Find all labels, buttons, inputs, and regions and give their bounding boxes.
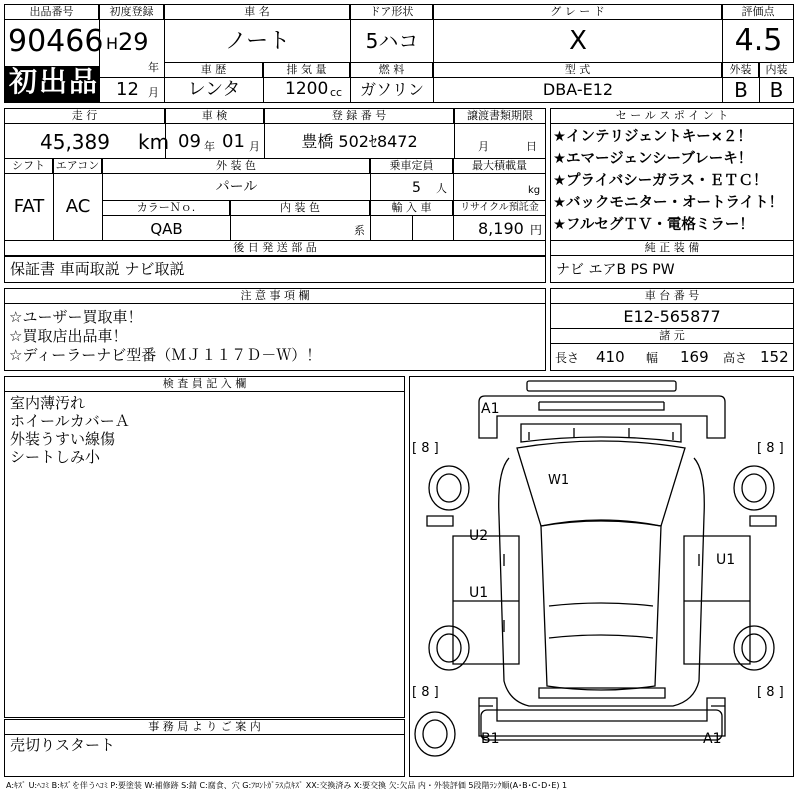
exterior-color-label: 外 装 色 xyxy=(103,159,370,174)
mark-b1: B1 xyxy=(481,731,500,747)
office-value: 売切りスタート xyxy=(10,736,116,754)
history: レンタ xyxy=(187,79,241,100)
score: 4.5 xyxy=(734,23,783,58)
mark-u1-right: U1 xyxy=(716,552,736,568)
reg-era: H xyxy=(106,34,119,53)
sales-point-5: ★フルセグＴＶ・電格ミラー！ xyxy=(553,217,754,233)
sales-points-label: セ ー ル ス ポ イ ン ト xyxy=(551,109,793,124)
plate: 豊橋 502ｾ8472 xyxy=(301,132,418,151)
tire-front-left: [ 8 ] xyxy=(412,441,439,456)
inspection-month: 01 xyxy=(222,131,245,152)
displacement-unit: cc xyxy=(330,86,343,99)
note-2: ☆買取店出品車！ xyxy=(9,327,128,345)
inspection-year-unit: 年 xyxy=(204,140,215,153)
ac: AC xyxy=(65,196,91,217)
reg-month: 12 xyxy=(116,79,139,100)
car-diagram xyxy=(409,376,794,777)
later-parts-value: 保証書 車両取説 ナビ取説 xyxy=(10,260,185,278)
width-value: 169 xyxy=(680,348,709,366)
tire-rear-right: [ 8 ] xyxy=(757,685,784,700)
car-name-label: 車 名 xyxy=(165,5,350,20)
capacity: 5 xyxy=(412,180,421,196)
first-listing-text: 初出品 xyxy=(9,65,100,98)
fuel-label: 燃 料 xyxy=(351,63,433,78)
recycle-deposit: 8,190 xyxy=(478,219,524,238)
recycle-deposit-label: リサイクル預託金 xyxy=(454,201,545,216)
inspection-label: 車 検 xyxy=(166,109,264,124)
genuine-equipment-label: 純 正 装 備 xyxy=(551,241,793,256)
plate-label: 登 録 番 号 xyxy=(265,109,454,124)
transfer-deadline-label: 譲渡書類期限 xyxy=(455,109,545,124)
length-label: 長さ xyxy=(555,351,580,365)
inspector-note-4: シートしみ小 xyxy=(10,448,101,466)
exterior-color: パール xyxy=(215,179,258,195)
note-1: ☆ユーザー買取車！ xyxy=(9,308,143,326)
chassis-number: E12-565877 xyxy=(623,307,721,326)
sales-point-2: ★エマージェンシーブレーキ！ xyxy=(553,151,753,167)
height-value: 152 xyxy=(760,348,789,366)
chassis-label: 車 台 番 号 xyxy=(551,289,793,304)
max-load-label: 最大積載量 xyxy=(454,159,545,174)
sales-point-1: ★インテリジェントキー×２！ xyxy=(553,129,752,145)
interior-grade: B xyxy=(769,78,784,102)
grade-label: グ レ ー ド xyxy=(434,5,722,20)
mark-a1-front: A1 xyxy=(481,401,500,417)
max-load-unit: kg xyxy=(528,185,541,196)
inspector-note-1: 室内薄汚れ xyxy=(10,394,86,412)
capacity-unit: 人 xyxy=(436,182,447,195)
sales-point-3: ★プライバシーガラス・ＥＴＣ！ xyxy=(553,173,768,189)
tire-rear-left: [ 8 ] xyxy=(412,685,439,700)
lot-number-label: 出品番号 xyxy=(5,5,99,20)
grade: X xyxy=(569,26,587,56)
mark-a1-rear: A1 xyxy=(703,731,722,747)
interior-grade-label: 内装 xyxy=(759,63,794,78)
mileage: 45,389 xyxy=(40,130,110,154)
note-3: ☆ディーラーナビ型番（ＭＪ１１７Ｄ－Ｗ）！ xyxy=(9,346,322,364)
history-label: 車 歴 xyxy=(165,63,263,78)
displacement-label: 排 気 量 xyxy=(264,63,350,78)
mileage-unit: km xyxy=(138,130,170,154)
notes-label: 注 意 事 項 欄 xyxy=(5,289,545,304)
lot-number: 90466 xyxy=(8,24,104,59)
capacity-label: 乗車定員 xyxy=(371,159,453,174)
shift: FAT xyxy=(13,196,45,217)
inspection-year: 09 xyxy=(178,131,201,152)
model-label: 型 式 xyxy=(434,63,722,78)
length-value: 410 xyxy=(596,348,625,366)
width-label: 幅 xyxy=(646,351,659,365)
inspector-note-2: ホイールカバーＡ xyxy=(10,412,130,430)
inspector-label: 検 査 員 記 入 欄 xyxy=(5,377,404,392)
displacement: 1200 xyxy=(285,79,329,99)
model: DBA-E12 xyxy=(542,80,614,99)
transfer-day-unit: 日 xyxy=(526,140,537,153)
later-parts-label: 後 日 発 送 部 品 xyxy=(5,241,545,256)
sales-point-4: ★バックモニター・オートライト！ xyxy=(553,195,784,211)
reg-year: 29 xyxy=(118,28,149,56)
reg-month-unit: 月 xyxy=(148,86,159,99)
height-label: 高さ xyxy=(723,351,748,365)
mark-u1-left: U1 xyxy=(469,585,489,601)
mileage-label: 走 行 xyxy=(5,109,165,124)
exterior-grade-label: 外装 xyxy=(723,63,759,78)
shift-label: シフト xyxy=(5,159,53,174)
first-registration-label: 初度登録 xyxy=(100,5,164,20)
genuine-equipment-value: ナビ エアB PS PW xyxy=(556,262,675,278)
inspector-note-3: 外装うすい線傷 xyxy=(10,430,116,448)
color-no: QAB xyxy=(150,220,183,238)
office-label: 事 務 局 よ り ご 案 内 xyxy=(5,720,404,735)
score-label: 評価点 xyxy=(723,5,794,20)
mark-w1: W1 xyxy=(548,473,570,488)
transfer-month-unit: 月 xyxy=(478,140,489,153)
exterior-grade: B xyxy=(734,78,748,102)
color-no-label: カラーＮｏ. xyxy=(103,201,230,216)
door-type-label: ドア形状 xyxy=(351,5,433,20)
mark-u2: U2 xyxy=(469,528,489,544)
legend: A:ｷｽﾞ U:ﾍｺﾐ B:ｷｽﾞを伴うﾍｺﾐ P:要塗装 W:補修跡 S:錆 C:腐食、穴 G:ﾌﾛﾝﾄｶﾞﾗｽ点ｷｽﾞ XX:交換済み X:要交換 欠:欠品 内・外装評価 5段階ﾗﾝｸ順(A･B･C･D･E) 1 xyxy=(6,781,568,790)
ac-label: エアコン xyxy=(54,159,102,174)
recycle-deposit-unit: 円 xyxy=(530,223,543,237)
interior-color-label: 内 装 色 xyxy=(231,201,370,216)
car-name: ノート xyxy=(224,29,291,54)
tire-front-right: [ 8 ] xyxy=(757,441,784,456)
reg-year-unit: 年 xyxy=(148,61,159,74)
interior-color-unit: 系 xyxy=(354,224,365,237)
dimensions-label: 諸 元 xyxy=(551,329,793,344)
inspection-month-unit: 月 xyxy=(249,140,260,153)
fuel: ガソリン xyxy=(359,80,424,99)
import-label: 輸 入 車 xyxy=(371,201,453,216)
door-type: 5ハコ xyxy=(365,29,419,53)
